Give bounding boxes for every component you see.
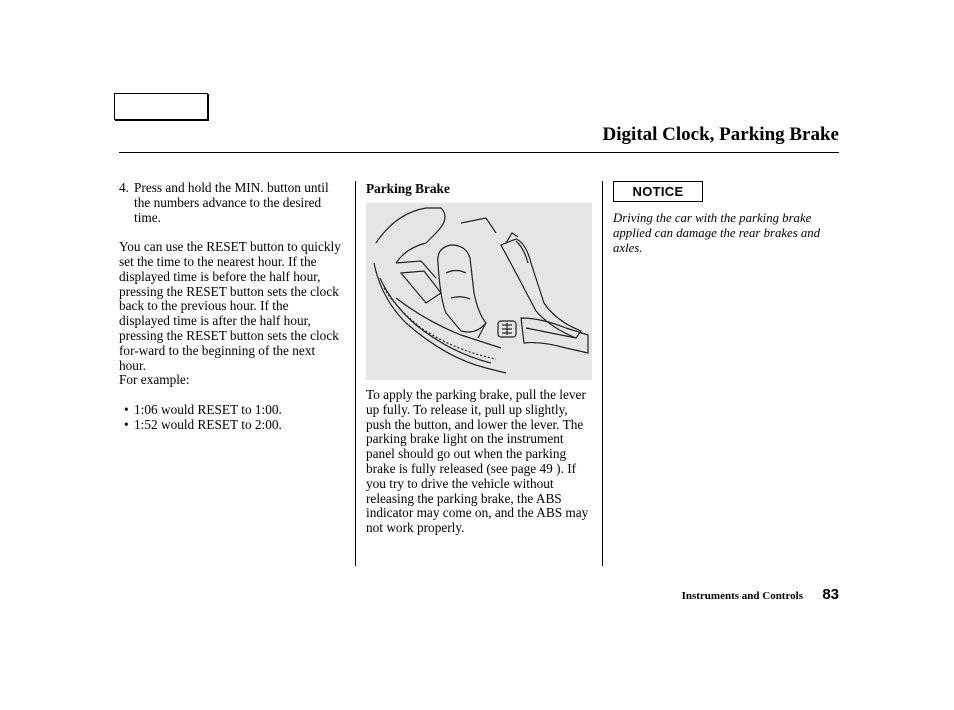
- example-intro: For example:: [119, 372, 190, 388]
- reset-paragraph: You can use the RESET button to quickly set the time to the nearest hour. If the displayed time is before the half hour, pressing the RESET button sets the clock back to the previous hour. If the displayed time is after the half hour, pressing the RESET button sets the clock for-ward to the beginning of the next hour.: [119, 239, 341, 373]
- footer-section-name: Instruments and Controls: [681, 590, 803, 602]
- list-item: • 1:52 would RESET to 2:00.: [124, 416, 282, 432]
- example-list: [119, 403, 341, 433]
- page-number: 83: [822, 586, 839, 603]
- section-tab-box: [114, 93, 208, 120]
- step-number: 4.: [119, 180, 129, 195]
- notice-label: NOTICE: [613, 181, 703, 202]
- step-text: Press and hold the MIN. button until the numbers advance to the desired time.: [134, 180, 329, 225]
- column-clock: [119, 181, 341, 433]
- parking-brake-lever-icon: [366, 203, 592, 380]
- list-item-text: 1:06 would RESET to 1:00.: [134, 401, 282, 417]
- list-item: • 1:06 would RESET to 1:00.: [124, 401, 282, 417]
- list-item-text: 1:52 would RESET to 2:00.: [134, 416, 282, 432]
- title-rule: [119, 152, 839, 153]
- notice-text: Driving the car with the parking brake applied can damage the rear brakes and axles.: [613, 211, 821, 255]
- parking-brake-body: To apply the parking brake, pull the lever up fully. To release it, pull up slightly, push the button, and lower the lever. The parking brake light on the instrument panel should go out when the parking brake is fully released (see page 49 ). If you try to drive the vehicle without releasing the parking brake, the ABS indicator may come on, and the ABS may not work properly.: [366, 387, 589, 536]
- step-4: [119, 181, 341, 225]
- column-divider: [355, 181, 356, 566]
- parking-brake-heading: Parking Brake: [366, 181, 450, 196]
- parking-brake-lever-illustration: [366, 203, 592, 380]
- column-divider: [602, 181, 603, 566]
- page-title: Digital Clock, Parking Brake: [602, 124, 839, 145]
